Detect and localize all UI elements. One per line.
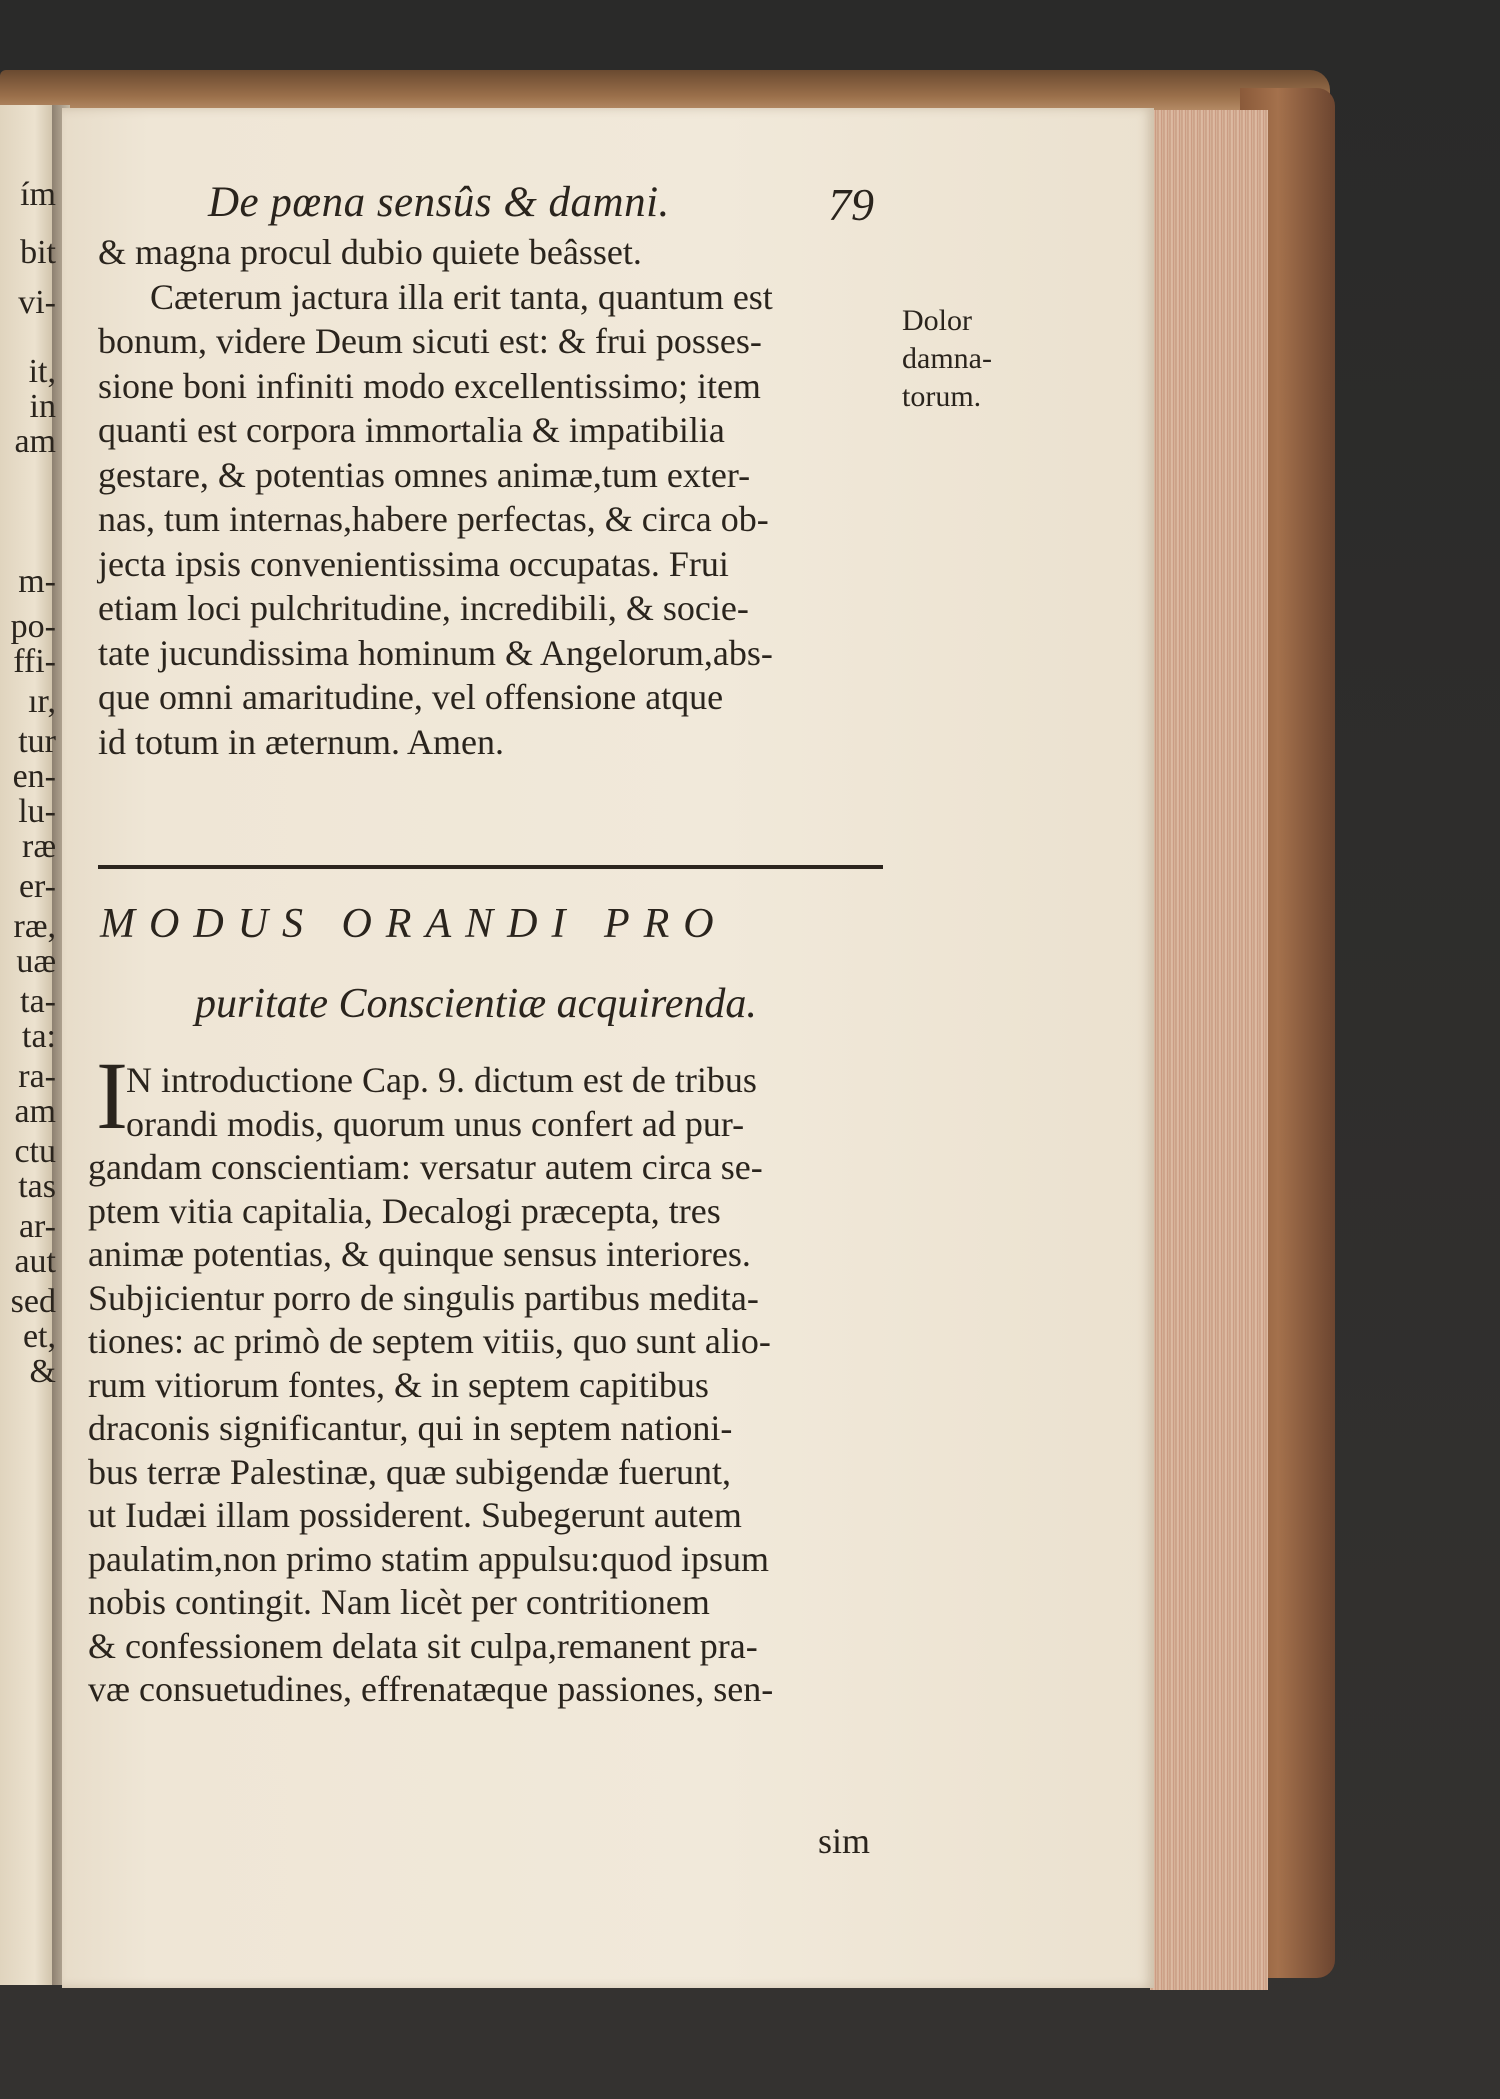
previous-page-fragment: lu- [18, 795, 56, 829]
section-subheading: puritate Conscientiæ acquirenda. [195, 981, 757, 1027]
previous-page-fragment: it, [28, 355, 56, 389]
previous-page-fragment: ta: [22, 1020, 56, 1054]
previous-page-fragment: ffi- [13, 645, 56, 679]
section-heading: MODUS ORANDI PRO [100, 901, 728, 947]
text-line: Subjicientur porro de singulis partibus medita- [88, 1277, 759, 1318]
previous-page-fragment: ím [20, 178, 56, 212]
previous-page-fragment: ra- [18, 1060, 56, 1094]
text-line: N introductione Cap. 9. dictum est de tribus [126, 1060, 757, 1100]
margin-note-line: Dolor [902, 304, 972, 337]
text-line: tiones: ac primò de septem vitiis, quo sunt alio- [88, 1321, 771, 1361]
running-head: De pœna sensûs & damni. [208, 179, 670, 226]
text-line: animæ potentias, & quinque sensus interiores. [88, 1234, 751, 1274]
text-line: bus terræ Palestinæ, quæ subigendæ fuerunt, [88, 1451, 731, 1492]
previous-page-fragment: in [29, 390, 56, 424]
previous-page-fragment: ræ [22, 830, 56, 864]
previous-page-fragment: uæ [16, 945, 56, 979]
previous-page-fragment: et, [22, 1320, 56, 1354]
previous-page-fragment: ctu [14, 1135, 56, 1169]
text-line: sione boni infiniti modo excellentissimo; item [98, 365, 761, 406]
text-line: draconis significantur, qui in septem nationi- [88, 1408, 733, 1448]
text-line: & confessionem delata sit culpa,remanent pra- [88, 1625, 758, 1666]
text-line: bonum, videre Deum sicuti est: & frui posses- [98, 321, 762, 361]
drop-cap: I [96, 1042, 128, 1149]
text-line: rum vitiorum fontes, & in septem capitibus [88, 1364, 709, 1405]
text-line: orandi modis, quorum unus confert ad pur- [126, 1103, 745, 1144]
previous-page-fragment: & [29, 1355, 56, 1389]
page-number: 79 [828, 179, 874, 230]
catchword: sim [818, 1821, 871, 1861]
previous-page-fragment: am [14, 1095, 56, 1129]
previous-page-fragment: bit [20, 236, 56, 270]
previous-page-fragment: m- [18, 565, 56, 599]
text-line: tate jucundissima hominum & Angelorum,abs- [98, 632, 773, 673]
text-line: væ consuetudines, effrenatæque passiones, sen- [88, 1669, 774, 1709]
text-line: id totum in æternum. Amen. [98, 721, 504, 762]
text-line: paulatim,non primo statim appulsu:quod ipsum [88, 1538, 769, 1579]
text-line: & magna procul dubio quiete beâsset. [98, 232, 642, 272]
text-line: jecta ipsis convenientissima occupatas. Frui [98, 543, 729, 584]
text-line: que omni amaritudine, vel offensione atque [98, 677, 724, 717]
text-line: gestare, & potentias omnes animæ,tum exter- [98, 454, 751, 495]
text-line: etiam loci pulchritudine, incredibili, & socie- [98, 588, 749, 628]
previous-page-fragment: ta- [20, 985, 56, 1019]
previous-page-fragment: aut [14, 1245, 56, 1279]
previous-page-fragment: am [14, 425, 56, 459]
previous-page-fragment: en- [12, 760, 56, 794]
previous-page-fragment: ræ, [13, 910, 56, 944]
text-line: gandam conscientiam: versatur autem circa se- [88, 1147, 763, 1187]
margin-note-line: damna- [902, 342, 992, 375]
previous-page-fragment: tas [18, 1170, 56, 1204]
text-line: Cæterum jactura illa erit tanta, quantum est [150, 276, 773, 317]
text-line: nobis contingit. Nam licèt per contritionem [88, 1582, 710, 1622]
margin-note-line: torum. [902, 380, 982, 413]
text-line: ptem vitia capitalia, Decalogi præcepta, tres [88, 1190, 721, 1231]
section-rule [98, 865, 883, 869]
previous-page-fragment: sed [10, 1285, 56, 1319]
previous-page-fragment: er- [18, 870, 56, 904]
previous-page-fragment: ar- [18, 1210, 56, 1244]
text-line: ut Iudæi illam possiderent. Subegerunt autem [88, 1495, 742, 1535]
margin-note [902, 302, 992, 416]
previous-page-fragment: ır, [28, 685, 56, 719]
text-line: quanti est corpora immortalia & impatibilia [98, 410, 725, 450]
page-fore-edge [1150, 110, 1268, 1990]
text-line: nas, tum internas,habere perfectas, & circa ob- [98, 499, 769, 539]
previous-page-fragment: vi- [18, 286, 56, 320]
previous-page-fragment: tur [18, 725, 56, 759]
previous-page-fragment: po- [10, 610, 56, 644]
